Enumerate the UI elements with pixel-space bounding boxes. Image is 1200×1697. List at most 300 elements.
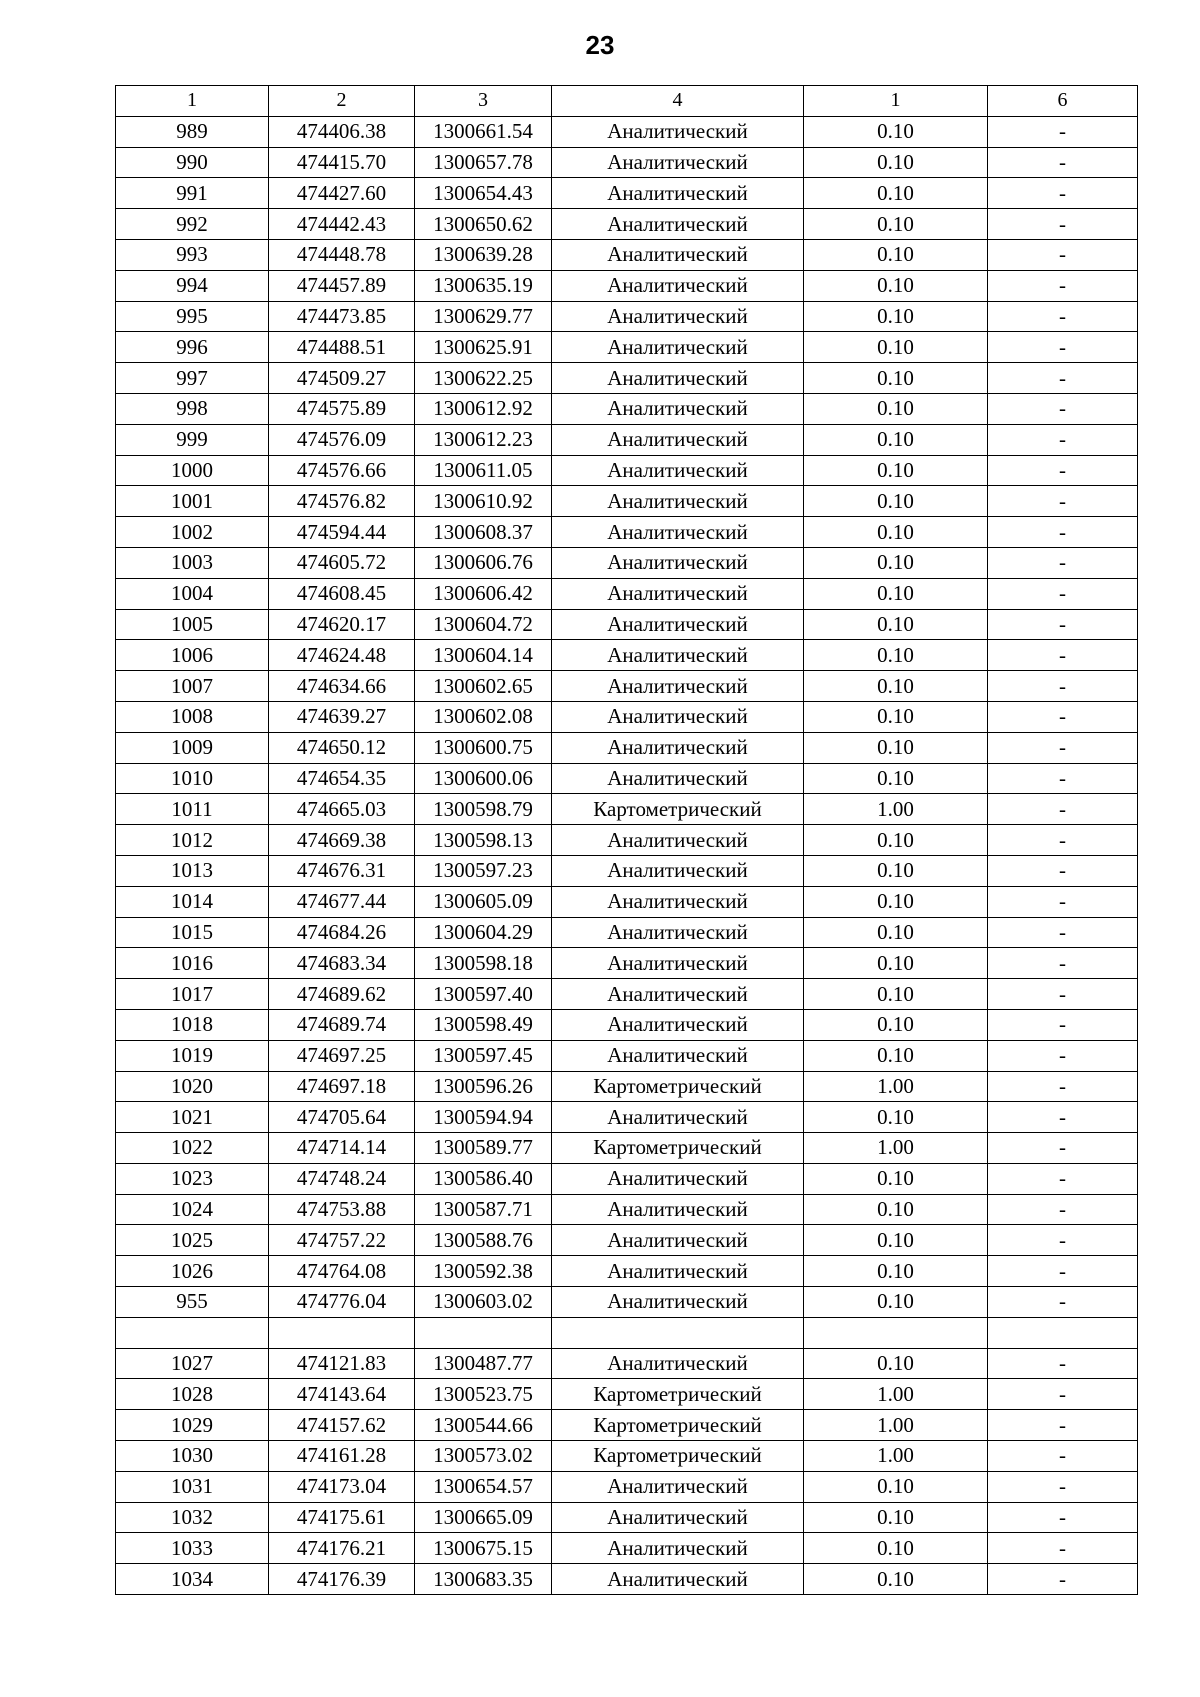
y-coordinate-cell: 1300596.26 <box>415 1071 552 1102</box>
x-coordinate-cell: 474605.72 <box>269 547 415 578</box>
table-row <box>116 517 1138 548</box>
y-coordinate-cell: 1300635.19 <box>415 270 552 301</box>
method-cell: Аналитический <box>552 1194 804 1225</box>
x-coordinate-cell: 474697.18 <box>269 1071 415 1102</box>
table-row <box>116 1040 1138 1071</box>
x-coordinate-cell: 474683.34 <box>269 948 415 979</box>
note-cell: - <box>988 1102 1138 1133</box>
point-number-cell: 1030 <box>116 1441 269 1472</box>
y-coordinate-cell: 1300657.78 <box>415 147 552 178</box>
y-coordinate-cell: 1300588.76 <box>415 1225 552 1256</box>
accuracy-cell: 0.10 <box>804 609 988 640</box>
column-header: 2 <box>269 86 415 117</box>
x-coordinate-cell: 474594.44 <box>269 517 415 548</box>
point-number-cell: 999 <box>116 424 269 455</box>
note-cell: - <box>988 1225 1138 1256</box>
table-row <box>116 948 1138 979</box>
note-cell: - <box>988 486 1138 517</box>
note-cell: - <box>988 1379 1138 1410</box>
table-row <box>116 424 1138 455</box>
y-coordinate-cell: 1300573.02 <box>415 1441 552 1472</box>
column-header: 1 <box>116 86 269 117</box>
method-cell: Аналитический <box>552 209 804 240</box>
table-row <box>116 332 1138 363</box>
method-cell: Аналитический <box>552 1471 804 1502</box>
table-row <box>116 794 1138 825</box>
note-cell: - <box>988 886 1138 917</box>
column-header: 6 <box>988 86 1138 117</box>
accuracy-cell: 0.10 <box>804 147 988 178</box>
table-row <box>116 393 1138 424</box>
accuracy-cell: 0.10 <box>804 855 988 886</box>
accuracy-cell <box>804 1317 988 1348</box>
method-cell: Аналитический <box>552 332 804 363</box>
x-coordinate-cell: 474608.45 <box>269 578 415 609</box>
point-number-cell: 990 <box>116 147 269 178</box>
accuracy-cell: 0.10 <box>804 1225 988 1256</box>
note-cell: - <box>988 239 1138 270</box>
method-cell: Аналитический <box>552 979 804 1010</box>
method-cell: Аналитический <box>552 578 804 609</box>
method-cell: Аналитический <box>552 301 804 332</box>
point-number-cell: 1029 <box>116 1410 269 1441</box>
accuracy-cell: 0.10 <box>804 301 988 332</box>
x-coordinate-cell: 474576.82 <box>269 486 415 517</box>
note-cell: - <box>988 1287 1138 1318</box>
x-coordinate-cell: 474173.04 <box>269 1471 415 1502</box>
point-number-cell: 1033 <box>116 1533 269 1564</box>
method-cell: Аналитический <box>552 640 804 671</box>
note-cell: - <box>988 517 1138 548</box>
method-cell: Аналитический <box>552 116 804 147</box>
x-coordinate-cell: 474488.51 <box>269 332 415 363</box>
accuracy-cell: 1.00 <box>804 1379 988 1410</box>
note-cell: - <box>988 332 1138 363</box>
x-coordinate-cell: 474677.44 <box>269 886 415 917</box>
x-coordinate-cell: 474576.66 <box>269 455 415 486</box>
y-coordinate-cell <box>415 1317 552 1348</box>
note-cell: - <box>988 1009 1138 1040</box>
accuracy-cell: 0.10 <box>804 1194 988 1225</box>
note-cell: - <box>988 1040 1138 1071</box>
note-cell: - <box>988 424 1138 455</box>
method-cell: Аналитический <box>552 455 804 486</box>
point-number-cell: 993 <box>116 239 269 270</box>
note-cell: - <box>988 1348 1138 1379</box>
x-coordinate-cell: 474753.88 <box>269 1194 415 1225</box>
table-row <box>116 1379 1138 1410</box>
y-coordinate-cell: 1300605.09 <box>415 886 552 917</box>
y-coordinate-cell: 1300586.40 <box>415 1163 552 1194</box>
accuracy-cell: 0.10 <box>804 209 988 240</box>
accuracy-cell: 0.10 <box>804 1009 988 1040</box>
method-cell: Картометрический <box>552 1379 804 1410</box>
note-cell: - <box>988 547 1138 578</box>
method-cell: Аналитический <box>552 609 804 640</box>
x-coordinate-cell: 474457.89 <box>269 270 415 301</box>
table-row <box>116 1225 1138 1256</box>
point-number-cell: 1006 <box>116 640 269 671</box>
accuracy-cell: 1.00 <box>804 1133 988 1164</box>
method-cell: Аналитический <box>552 1225 804 1256</box>
x-coordinate-cell: 474143.64 <box>269 1379 415 1410</box>
point-number-cell: 1009 <box>116 732 269 763</box>
accuracy-cell: 1.00 <box>804 1441 988 1472</box>
table-row <box>116 732 1138 763</box>
method-cell: Аналитический <box>552 393 804 424</box>
y-coordinate-cell: 1300606.76 <box>415 547 552 578</box>
table-row <box>116 209 1138 240</box>
note-cell: - <box>988 1133 1138 1164</box>
point-number-cell: 992 <box>116 209 269 240</box>
accuracy-cell: 0.10 <box>804 424 988 455</box>
accuracy-cell: 0.10 <box>804 393 988 424</box>
x-coordinate-cell: 474697.25 <box>269 1040 415 1071</box>
accuracy-cell: 0.10 <box>804 763 988 794</box>
table-row <box>116 1287 1138 1318</box>
note-cell: - <box>988 794 1138 825</box>
x-coordinate-cell: 474448.78 <box>269 239 415 270</box>
y-coordinate-cell: 1300639.28 <box>415 239 552 270</box>
x-coordinate-cell: 474576.09 <box>269 424 415 455</box>
table-body <box>116 116 1138 1594</box>
note-cell: - <box>988 763 1138 794</box>
column-header: 1 <box>804 86 988 117</box>
y-coordinate-cell: 1300604.29 <box>415 917 552 948</box>
y-coordinate-cell: 1300598.18 <box>415 948 552 979</box>
method-cell: Аналитический <box>552 1163 804 1194</box>
point-number-cell <box>116 1317 269 1348</box>
table-row <box>116 671 1138 702</box>
accuracy-cell: 0.10 <box>804 455 988 486</box>
point-number-cell: 994 <box>116 270 269 301</box>
accuracy-cell: 0.10 <box>804 701 988 732</box>
y-coordinate-cell: 1300600.75 <box>415 732 552 763</box>
note-cell: - <box>988 178 1138 209</box>
coordinates-table <box>115 85 1138 1595</box>
note-cell: - <box>988 732 1138 763</box>
accuracy-cell: 0.10 <box>804 486 988 517</box>
y-coordinate-cell: 1300650.62 <box>415 209 552 240</box>
point-number-cell: 998 <box>116 393 269 424</box>
y-coordinate-cell: 1300597.40 <box>415 979 552 1010</box>
point-number-cell: 1024 <box>116 1194 269 1225</box>
x-coordinate-cell: 474161.28 <box>269 1441 415 1472</box>
column-header: 3 <box>415 86 552 117</box>
method-cell: Аналитический <box>552 1287 804 1318</box>
point-number-cell: 1023 <box>116 1163 269 1194</box>
accuracy-cell: 0.10 <box>804 1287 988 1318</box>
note-cell: - <box>988 393 1138 424</box>
accuracy-cell: 1.00 <box>804 1071 988 1102</box>
x-coordinate-cell: 474669.38 <box>269 825 415 856</box>
table-row <box>116 1471 1138 1502</box>
method-cell: Аналитический <box>552 239 804 270</box>
table-row <box>116 1194 1138 1225</box>
point-number-cell: 1019 <box>116 1040 269 1071</box>
y-coordinate-cell: 1300622.25 <box>415 363 552 394</box>
table-row <box>116 1163 1138 1194</box>
x-coordinate-cell: 474776.04 <box>269 1287 415 1318</box>
table-row <box>116 178 1138 209</box>
note-cell <box>988 1317 1138 1348</box>
method-cell: Аналитический <box>552 732 804 763</box>
point-number-cell: 1008 <box>116 701 269 732</box>
y-coordinate-cell: 1300608.37 <box>415 517 552 548</box>
method-cell: Аналитический <box>552 1564 804 1595</box>
y-coordinate-cell: 1300592.38 <box>415 1256 552 1287</box>
table-row <box>116 825 1138 856</box>
note-cell: - <box>988 455 1138 486</box>
method-cell: Аналитический <box>552 517 804 548</box>
table-row <box>116 147 1138 178</box>
y-coordinate-cell: 1300629.77 <box>415 301 552 332</box>
method-cell: Аналитический <box>552 1533 804 1564</box>
note-cell: - <box>988 1564 1138 1595</box>
x-coordinate-cell: 474624.48 <box>269 640 415 671</box>
x-coordinate-cell: 474121.83 <box>269 1348 415 1379</box>
y-coordinate-cell: 1300597.23 <box>415 855 552 886</box>
method-cell: Аналитический <box>552 1009 804 1040</box>
accuracy-cell: 0.10 <box>804 948 988 979</box>
table-row <box>116 239 1138 270</box>
table-row <box>116 640 1138 671</box>
note-cell: - <box>988 1071 1138 1102</box>
accuracy-cell: 0.10 <box>804 270 988 301</box>
method-cell: Аналитический <box>552 763 804 794</box>
y-coordinate-cell: 1300598.13 <box>415 825 552 856</box>
y-coordinate-cell: 1300544.66 <box>415 1410 552 1441</box>
accuracy-cell: 0.10 <box>804 332 988 363</box>
x-coordinate-cell: 474442.43 <box>269 209 415 240</box>
x-coordinate-cell: 474757.22 <box>269 1225 415 1256</box>
method-cell: Аналитический <box>552 886 804 917</box>
y-coordinate-cell: 1300598.49 <box>415 1009 552 1040</box>
accuracy-cell: 0.10 <box>804 1471 988 1502</box>
y-coordinate-cell: 1300654.57 <box>415 1471 552 1502</box>
y-coordinate-cell: 1300661.54 <box>415 116 552 147</box>
table-header-row <box>116 86 1138 117</box>
y-coordinate-cell: 1300603.02 <box>415 1287 552 1318</box>
point-number-cell: 1025 <box>116 1225 269 1256</box>
point-number-cell: 991 <box>116 178 269 209</box>
x-coordinate-cell: 474665.03 <box>269 794 415 825</box>
table-row <box>116 116 1138 147</box>
note-cell: - <box>988 1502 1138 1533</box>
table-row <box>116 855 1138 886</box>
accuracy-cell: 0.10 <box>804 578 988 609</box>
y-coordinate-cell: 1300602.65 <box>415 671 552 702</box>
method-cell: Аналитический <box>552 917 804 948</box>
x-coordinate-cell: 474575.89 <box>269 393 415 424</box>
x-coordinate-cell: 474176.39 <box>269 1564 415 1595</box>
y-coordinate-cell: 1300612.23 <box>415 424 552 455</box>
y-coordinate-cell: 1300604.72 <box>415 609 552 640</box>
method-cell: Картометрический <box>552 1133 804 1164</box>
table-row <box>116 270 1138 301</box>
note-cell: - <box>988 1471 1138 1502</box>
point-number-cell: 995 <box>116 301 269 332</box>
x-coordinate-cell: 474509.27 <box>269 363 415 394</box>
x-coordinate-cell: 474473.85 <box>269 301 415 332</box>
note-cell: - <box>988 1533 1138 1564</box>
method-cell: Картометрический <box>552 1441 804 1472</box>
accuracy-cell: 0.10 <box>804 178 988 209</box>
x-coordinate-cell: 474654.35 <box>269 763 415 794</box>
point-number-cell: 1034 <box>116 1564 269 1595</box>
note-cell: - <box>988 979 1138 1010</box>
point-number-cell: 1021 <box>116 1102 269 1133</box>
point-number-cell: 1022 <box>116 1133 269 1164</box>
x-coordinate-cell <box>269 1317 415 1348</box>
x-coordinate-cell: 474427.60 <box>269 178 415 209</box>
y-coordinate-cell: 1300594.94 <box>415 1102 552 1133</box>
table-row <box>116 1256 1138 1287</box>
point-number-cell: 1007 <box>116 671 269 702</box>
point-number-cell: 1018 <box>116 1009 269 1040</box>
accuracy-cell: 0.10 <box>804 116 988 147</box>
method-cell: Картометрический <box>552 1410 804 1441</box>
table-row <box>116 1133 1138 1164</box>
accuracy-cell: 0.10 <box>804 1502 988 1533</box>
method-cell: Аналитический <box>552 1102 804 1133</box>
point-number-cell: 1004 <box>116 578 269 609</box>
table-row <box>116 886 1138 917</box>
table-row <box>116 979 1138 1010</box>
y-coordinate-cell: 1300587.71 <box>415 1194 552 1225</box>
method-cell: Аналитический <box>552 486 804 517</box>
y-coordinate-cell: 1300604.14 <box>415 640 552 671</box>
method-cell: Аналитический <box>552 1502 804 1533</box>
x-coordinate-cell: 474705.64 <box>269 1102 415 1133</box>
y-coordinate-cell: 1300600.06 <box>415 763 552 794</box>
point-number-cell: 1017 <box>116 979 269 1010</box>
table-row <box>116 1441 1138 1472</box>
accuracy-cell: 0.10 <box>804 239 988 270</box>
x-coordinate-cell: 474650.12 <box>269 732 415 763</box>
note-cell: - <box>988 825 1138 856</box>
point-number-cell: 1000 <box>116 455 269 486</box>
x-coordinate-cell: 474406.38 <box>269 116 415 147</box>
point-number-cell: 1027 <box>116 1348 269 1379</box>
accuracy-cell: 1.00 <box>804 1410 988 1441</box>
accuracy-cell: 0.10 <box>804 825 988 856</box>
point-number-cell: 1011 <box>116 794 269 825</box>
y-coordinate-cell: 1300610.92 <box>415 486 552 517</box>
point-number-cell: 996 <box>116 332 269 363</box>
table-row <box>116 763 1138 794</box>
y-coordinate-cell: 1300602.08 <box>415 701 552 732</box>
point-number-cell: 1010 <box>116 763 269 794</box>
table-row <box>116 578 1138 609</box>
accuracy-cell: 0.10 <box>804 363 988 394</box>
x-coordinate-cell: 474415.70 <box>269 147 415 178</box>
table-row <box>116 486 1138 517</box>
note-cell: - <box>988 1194 1138 1225</box>
accuracy-cell: 0.10 <box>804 640 988 671</box>
y-coordinate-cell: 1300598.79 <box>415 794 552 825</box>
x-coordinate-cell: 474764.08 <box>269 1256 415 1287</box>
x-coordinate-cell: 474176.21 <box>269 1533 415 1564</box>
table-row <box>116 363 1138 394</box>
y-coordinate-cell: 1300612.92 <box>415 393 552 424</box>
accuracy-cell: 0.10 <box>804 517 988 548</box>
y-coordinate-cell: 1300611.05 <box>415 455 552 486</box>
point-number-cell: 1015 <box>116 917 269 948</box>
y-coordinate-cell: 1300606.42 <box>415 578 552 609</box>
x-coordinate-cell: 474157.62 <box>269 1410 415 1441</box>
point-number-cell: 955 <box>116 1287 269 1318</box>
note-cell: - <box>988 640 1138 671</box>
accuracy-cell: 0.10 <box>804 1163 988 1194</box>
y-coordinate-cell: 1300654.43 <box>415 178 552 209</box>
y-coordinate-cell: 1300625.91 <box>415 332 552 363</box>
note-cell: - <box>988 855 1138 886</box>
table-row <box>116 1009 1138 1040</box>
accuracy-cell: 0.10 <box>804 979 988 1010</box>
method-cell: Аналитический <box>552 671 804 702</box>
method-cell: Аналитический <box>552 1256 804 1287</box>
method-cell: Аналитический <box>552 1348 804 1379</box>
note-cell: - <box>988 917 1138 948</box>
note-cell: - <box>988 363 1138 394</box>
point-number-cell: 1020 <box>116 1071 269 1102</box>
accuracy-cell: 0.10 <box>804 1040 988 1071</box>
table-row <box>116 1410 1138 1441</box>
point-number-cell: 1014 <box>116 886 269 917</box>
note-cell: - <box>988 301 1138 332</box>
method-cell: Аналитический <box>552 363 804 394</box>
note-cell: - <box>988 1256 1138 1287</box>
point-number-cell: 1013 <box>116 855 269 886</box>
accuracy-cell: 0.10 <box>804 886 988 917</box>
accuracy-cell: 0.10 <box>804 1533 988 1564</box>
point-number-cell: 1031 <box>116 1471 269 1502</box>
method-cell: Аналитический <box>552 547 804 578</box>
method-cell: Аналитический <box>552 701 804 732</box>
point-number-cell: 1028 <box>116 1379 269 1410</box>
y-coordinate-cell: 1300523.75 <box>415 1379 552 1410</box>
table-row <box>116 301 1138 332</box>
point-number-cell: 1002 <box>116 517 269 548</box>
table-row <box>116 1564 1138 1595</box>
x-coordinate-cell: 474714.14 <box>269 1133 415 1164</box>
point-number-cell: 1012 <box>116 825 269 856</box>
x-coordinate-cell: 474684.26 <box>269 917 415 948</box>
point-number-cell: 1026 <box>116 1256 269 1287</box>
note-cell: - <box>988 948 1138 979</box>
x-coordinate-cell: 474748.24 <box>269 1163 415 1194</box>
accuracy-cell: 0.10 <box>804 1102 988 1133</box>
table-row <box>116 455 1138 486</box>
accuracy-cell: 1.00 <box>804 794 988 825</box>
page-number: 23 <box>585 30 615 60</box>
y-coordinate-cell: 1300597.45 <box>415 1040 552 1071</box>
note-cell: - <box>988 209 1138 240</box>
table-row <box>116 1348 1138 1379</box>
note-cell: - <box>988 116 1138 147</box>
x-coordinate-cell: 474639.27 <box>269 701 415 732</box>
accuracy-cell: 0.10 <box>804 732 988 763</box>
point-number-cell: 1001 <box>116 486 269 517</box>
method-cell: Аналитический <box>552 1040 804 1071</box>
point-number-cell: 1032 <box>116 1502 269 1533</box>
table-row <box>116 547 1138 578</box>
y-coordinate-cell: 1300683.35 <box>415 1564 552 1595</box>
x-coordinate-cell: 474676.31 <box>269 855 415 886</box>
accuracy-cell: 0.10 <box>804 1256 988 1287</box>
point-number-cell: 1003 <box>116 547 269 578</box>
